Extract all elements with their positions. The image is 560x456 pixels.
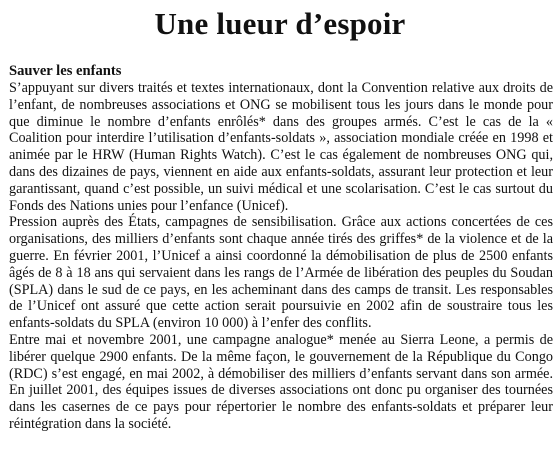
paragraph-1: S’appuyant sur divers traités et textes internationaux, dont la Convention relative aux droits de l’enfant, de nombreuses associations et ONG se mobilisent tous les jours dans le monde pour que diminue le nombre d’enfants enrôlés* dans des groupes armés. C’est le cas de la « Coalition pour interdire l’utilisation d’enfants-soldats », association mondiale créée en 1998 et animée par le HRW (Human Rights Watch). C’est le cas également de nombreuses ONG qui, dans des dizaines de pays, viennent en aide aux enfants-soldats, assurant leur protection et leur garantissant, quand c’est possible, un suivi médical et une scolarisation. C’est le cas surtout du Fonds des Nations unies pour l’enfance (Unicef).: [9, 80, 553, 214]
document-title: Une lueur d’espoir: [154, 6, 406, 41]
paragraph-2: Pression auprès des États, campagnes de sensibilisation. Grâce aux actions concertées de ces organisations, des milliers d’enfants sont chaque année tirés des griffes* de la violence et de la guerre. En février 2001, l’Unicef a ainsi coordonné la démobilisation de plus de 2500 enfants âgés de 8 à 18 ans qui servaient dans les rangs de l’Armée de libération des peuples du Soudan (SPLA) dans le sud de ce pays, en les acheminant dans des camps de transit. Les responsables de l’Unicef ont assuré que cette action serait poursuivie en 2002 afin de soustraire tous les enfants-soldats du SPLA (environ 10 000) à l’enfer des conflits.: [9, 214, 553, 332]
document-body: [9, 63, 553, 433]
section-heading: Sauver les enfants: [9, 63, 122, 79]
paragraph-3: Entre mai et novembre 2001, une campagne analogue* menée au Sierra Leone, a permis de libérer quelque 2900 enfants. De la même façon, le gouvernement de la République du Congo (RDC) s’est engagé, en mai 2002, à démobiliser des milliers d’enfants servant dans son armée. En juillet 2001, des équipes issues de diverses associations ont donc pu organiser des tournées dans les casernes de ce pays pour répertorier le nombre des enfants-soldats et préparer leur réintégration dans la société.: [9, 331, 553, 432]
